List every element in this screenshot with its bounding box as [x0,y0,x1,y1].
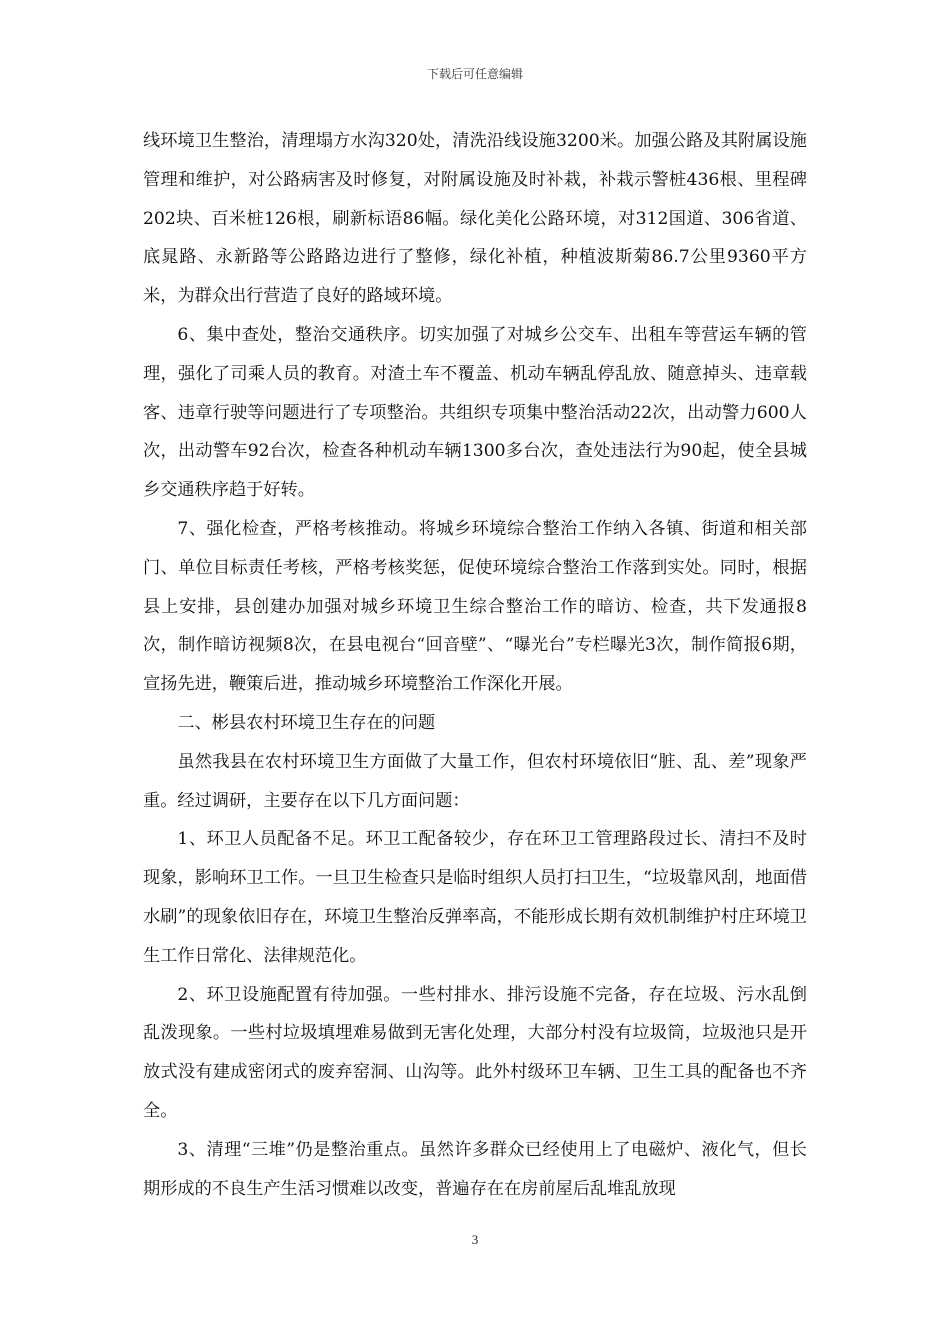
paragraph-problem-1: 1、环卫人员配备不足。环卫工配备较少，存在环卫工管理路段过长、清扫不及时现象，影响环卫工作。一旦卫生检查只是临时组织人员打扫卫生，“垃圾靠风刮，地面借水刷”的现象依旧存在，环境卫生整治反弹率高，不能形成长期有效机制维护村庄环境卫生工作日常化、法律规范化。 [143,829,807,966]
section-heading: 二、彬县农村环境卫生存在的问题 [177,712,436,733]
paragraph-problem-2: 2、环卫设施配置有待加强。一些村排水、排污设施不完备，存在垃圾、污水乱倒乱泼现象。一些村垃圾填埋难易做到无害化处理，大部分村没有垃圾筒，垃圾池只是开放式没有建成密闭式的废弃窑洞、山沟等。此外村级环卫车辆、卫生工具的配备也不齐全。 [143,984,807,1121]
paragraph-continuation: 线环境卫生整治，清理塌方水沟320处，清洗沿线设施3200米。加强公路及其附属设施管理和维护，对公路病害及时修复，对附属设施及时补栽，补栽示警桩436根、里程碑202块、百米桩126根，刷新标语86幅。绿化美化公路环境，对312国道、306省道、底晁路、永新路等公路路边进行了整修，绿化补植，种植波斯菊86.7公里9360平方米，为群众出行营造了良好的路域环境。 [143,131,807,307]
paragraph-problem-3: 3、清理“三堆”仍是整治重点。虽然许多群众已经使用上了电磁炉、液化气，但长期形成的不良生产生活习惯难以改变，普遍存在在房前屋后乱堆乱放现 [143,1139,807,1199]
paragraph-item-7: 7、强化检查，严格考核推动。将城乡环境综合整治工作纳入各镇、街道和相关部门、单位目标责任考核，严格考核奖惩，促使环境综合整治工作落到实处。同时，根据县上安排，县创建办加强对城乡环境卫生综合整治工作的暗访、检查，共下发通报8次，制作暗访视频8次，在县电视台“回音壁”、“曝光台”专栏曝光3次，制作简报6期，宣扬先进，鞭策后进，推动城乡环境整治工作深化开展。 [143,518,807,695]
paragraph-item-6: 6、集中查处，整治交通秩序。切实加强了对城乡公交车、出租车等营运车辆的管理，强化了司乘人员的教育。对渣土车不覆盖、机动车辆乱停乱放、随意掉头、违章载客、违章行驶等问题进行了专项整治。共组织专项集中整治活动22次，出动警力600人次，出动警车92台次，检查各种机动车辆1300多台次，查处违法行为90起，使全县城乡交通秩序趋于好转。 [143,324,807,501]
document-body [143,122,807,1208]
page-header: 下载后可任意编辑 [426,67,523,81]
page-number: 3 [471,1232,479,1247]
paragraph-intro: 虽然我县在农村环境卫生方面做了大量工作，但农村环境依旧“脏、乱、差”现象严重。经过调研，主要存在以下几方面问题： [143,751,807,811]
